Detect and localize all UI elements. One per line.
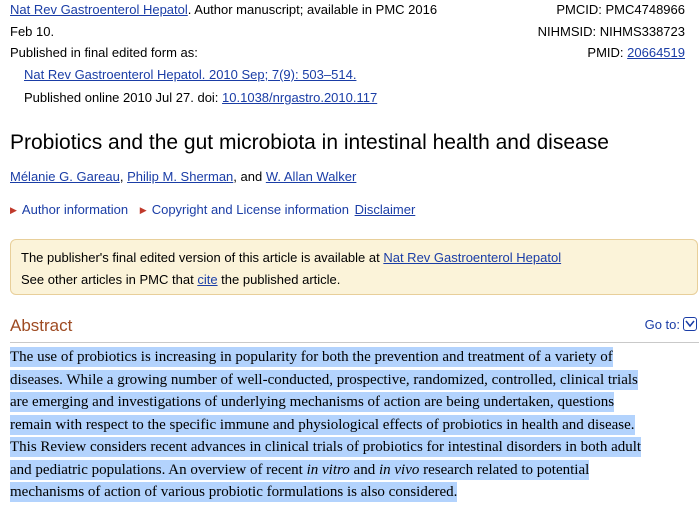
notice-line-1: [21, 250, 561, 265]
citation-link[interactable]: [24, 67, 356, 83]
abstract-line: [10, 459, 699, 482]
author-link[interactable]: Mélanie G. Gareau: [10, 169, 120, 184]
abstract-line-text: This Review considers recent advances in clinical trials of probiotics for intestinal disorders in both adult: [10, 439, 642, 455]
article-title: Probiotics and the gut microbiota in intestinal health and disease: [10, 131, 609, 154]
manuscript-note: . Author manuscript; available in PMC 2016: [187, 2, 438, 17]
article-info-row: [10, 202, 415, 217]
author-separator: ,: [119, 169, 128, 184]
abstract-heading: Abstract: [10, 316, 73, 335]
notice-text: the published article.: [217, 272, 341, 287]
abstract-line: [10, 391, 699, 414]
publisher-journal-link[interactable]: Nat Rev Gastroenterol Hepatol: [383, 250, 562, 265]
abstract-header: [10, 316, 699, 343]
pmid-link[interactable]: 20664519: [627, 45, 685, 60]
pmcid: PMCID: PMC4748966: [556, 2, 685, 17]
pmid-label: PMID:: [587, 45, 628, 60]
date-line: Feb 10.: [10, 24, 55, 39]
abstract-line-text: remain with respect to the specific immune and physiological effects of probiotics in health and disease.: [10, 416, 635, 433]
triangle-right-icon: ▶: [139, 205, 147, 215]
journal-line: [10, 2, 437, 18]
author-link[interactable]: Philip M. Sherman: [127, 169, 234, 184]
abstract-italic-term: in vitro: [306, 461, 350, 478]
goto-menu[interactable]: [645, 317, 697, 332]
author-link[interactable]: W. Allan Walker: [265, 169, 357, 184]
citation-link-text[interactable]: Nat Rev Gastroenterol Hepatol. 2010 Sep; 7(9): 503–514.: [24, 67, 357, 82]
disclaimer-link[interactable]: Disclaimer: [354, 202, 416, 217]
author-list: [10, 169, 356, 184]
goto-label: Go to:: [644, 317, 680, 332]
abstract-line-text: diseases. While a growing number of well-conducted, prospective, randomized, controlled, clinical trials: [10, 371, 638, 388]
abstract-line-text: and pediatric populations. An overview of recent: [10, 461, 307, 478]
journal-link[interactable]: Nat Rev Gastroenterol Hepatol: [10, 2, 188, 17]
abstract-line-text: The use of probiotics is increasing in popularity for both the prevention and treatment of a variety of: [10, 349, 613, 365]
abstract-line: [10, 481, 699, 504]
chevron-down-icon[interactable]: [683, 317, 697, 331]
triangle-right-icon: ▶: [10, 205, 17, 215]
abstract-line-text: research related to potential: [419, 461, 590, 478]
author-separator: , and: [233, 169, 266, 184]
abstract-line: [10, 414, 699, 437]
published-label: Published in final edited form as:: [10, 45, 198, 60]
abstract-line-text: and: [349, 461, 379, 478]
published-online-text: Published online 2010 Jul 27. doi:: [24, 90, 223, 105]
abstract-body[interactable]: [10, 346, 699, 504]
cite-link[interactable]: cite: [197, 272, 218, 287]
abstract-line-text: mechanisms of action of various probiotic formulations is also considered.: [10, 484, 458, 500]
abstract-line: [10, 369, 699, 392]
published-online-line: [24, 90, 377, 106]
notice-text: The publisher's final edited version of this article is available at: [21, 250, 384, 265]
pmid-line: [587, 45, 685, 61]
notice-line-2: [21, 272, 340, 287]
nihmsid: NIHMSID: NIHMS338723: [537, 24, 685, 39]
copyright-toggle[interactable]: [140, 202, 349, 217]
author-information-toggle[interactable]: [10, 202, 128, 217]
notice-text: See other articles in PMC that: [21, 272, 198, 287]
doi-link[interactable]: 10.1038/nrgastro.2010.117: [222, 90, 378, 105]
abstract-line: [10, 346, 699, 369]
copyright-label: Copyright and License information: [151, 202, 349, 217]
abstract-line-text: are emerging and investigations of underlying mechanisms of action are being undertaken, questions: [10, 394, 615, 410]
abstract-italic-term: in vivo: [378, 461, 420, 478]
author-information-label: Author information: [21, 202, 129, 217]
publisher-notice: [10, 239, 698, 295]
abstract-line: [10, 436, 699, 459]
